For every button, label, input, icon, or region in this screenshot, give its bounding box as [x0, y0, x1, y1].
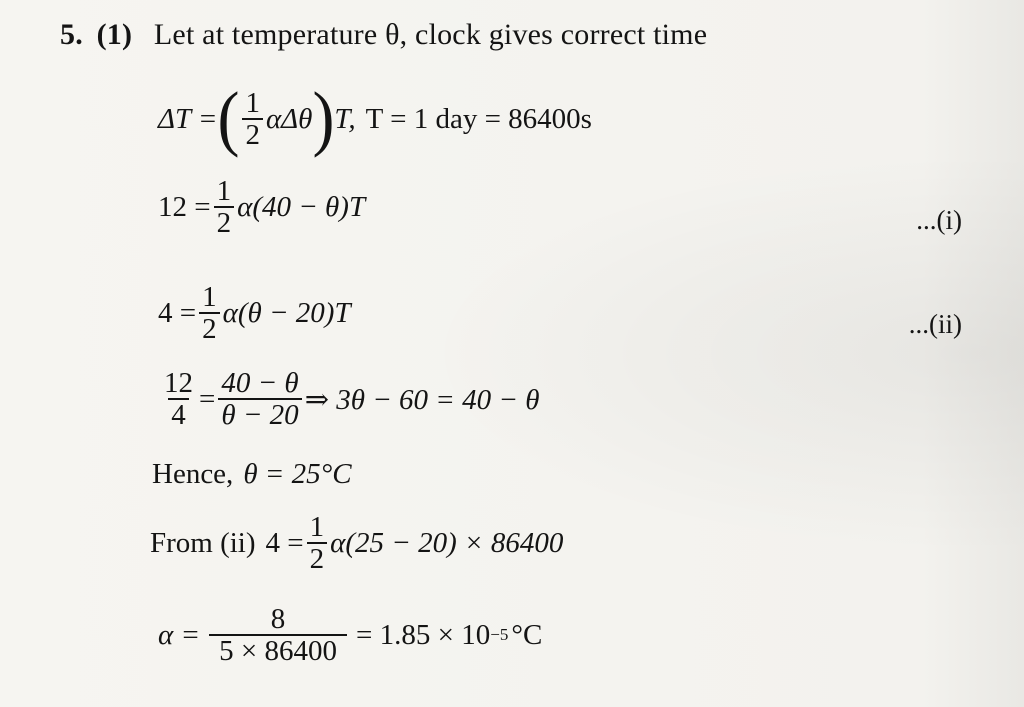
- alpha-fraction: [203, 604, 353, 667]
- hence-value: θ = 25°C: [243, 458, 352, 490]
- fraction-numerator: 1: [245, 86, 260, 119]
- result-theta: [152, 458, 352, 491]
- eq2-lhs: 12 =: [158, 190, 211, 223]
- ratio-fraction-left: [161, 368, 196, 431]
- fraction-numerator: 40 − θ: [221, 367, 299, 399]
- eq4-rhs: ⇒ 3θ − 60 = 40 − θ: [304, 383, 540, 416]
- from-label: From (ii): [150, 526, 256, 559]
- equation-ratio: [158, 368, 539, 431]
- equation-alpha: [158, 604, 542, 667]
- equals-sign: =: [199, 382, 216, 415]
- eq6-exponent: −5: [490, 625, 509, 645]
- question-heading: [60, 18, 707, 52]
- eq1-lhs: ΔT =: [158, 102, 218, 135]
- eq1-mid: αΔθ: [265, 102, 313, 135]
- equation-time-loss: [158, 78, 592, 159]
- fraction-numerator: 1: [202, 281, 217, 313]
- fraction-denominator: 2: [214, 206, 235, 238]
- eq6-unit: °C: [511, 618, 543, 651]
- fraction-denominator: 2: [307, 542, 328, 574]
- fraction-denominator: 4: [168, 398, 189, 430]
- fraction-denominator: θ − 20: [218, 398, 301, 430]
- eq3-lhs: 4 =: [158, 296, 197, 329]
- eq6-rhs: = 1.85 × 10: [356, 618, 491, 651]
- eq2-rhs: α(40 − θ)T: [237, 190, 366, 223]
- equation-label-ii: ...(ii): [908, 309, 962, 339]
- eq5-rhs: α(25 − 20) × 86400: [330, 526, 564, 559]
- ratio-fraction-right: [218, 368, 301, 431]
- half-fraction: [214, 176, 235, 239]
- fraction-denominator: 2: [199, 312, 220, 344]
- eq5-lhs: 4 =: [265, 526, 304, 559]
- hence-label: Hence,: [152, 458, 234, 490]
- equation-from-ii: [150, 512, 563, 575]
- half-fraction: [199, 282, 220, 345]
- eq1-definition: T = 1 day = 86400s: [365, 102, 592, 135]
- fraction-denominator: 5 × 86400: [209, 634, 347, 666]
- left-paren: (: [217, 78, 240, 159]
- right-paren: ): [312, 78, 335, 159]
- equation-ii: [158, 282, 351, 345]
- equation-i: [158, 176, 365, 239]
- fraction-numerator: 1: [309, 511, 325, 543]
- fraction-denominator: 2: [242, 118, 263, 150]
- question-statement: Let at temperature θ, clock gives correct time: [153, 18, 708, 51]
- eq1-after: T,: [334, 102, 356, 135]
- equation-label-i: ...(i): [916, 205, 962, 235]
- fraction-numerator: 8: [270, 603, 286, 635]
- fraction-numerator: 12: [164, 367, 193, 399]
- half-fraction: [307, 512, 328, 575]
- eq6-lhs: α =: [158, 618, 201, 651]
- answer-option: (1): [96, 18, 133, 51]
- eq3-rhs: α(θ − 20)T: [222, 296, 351, 329]
- fraction-numerator: 1: [216, 175, 232, 207]
- question-number: 5.: [60, 18, 83, 51]
- half-fraction: [242, 88, 263, 151]
